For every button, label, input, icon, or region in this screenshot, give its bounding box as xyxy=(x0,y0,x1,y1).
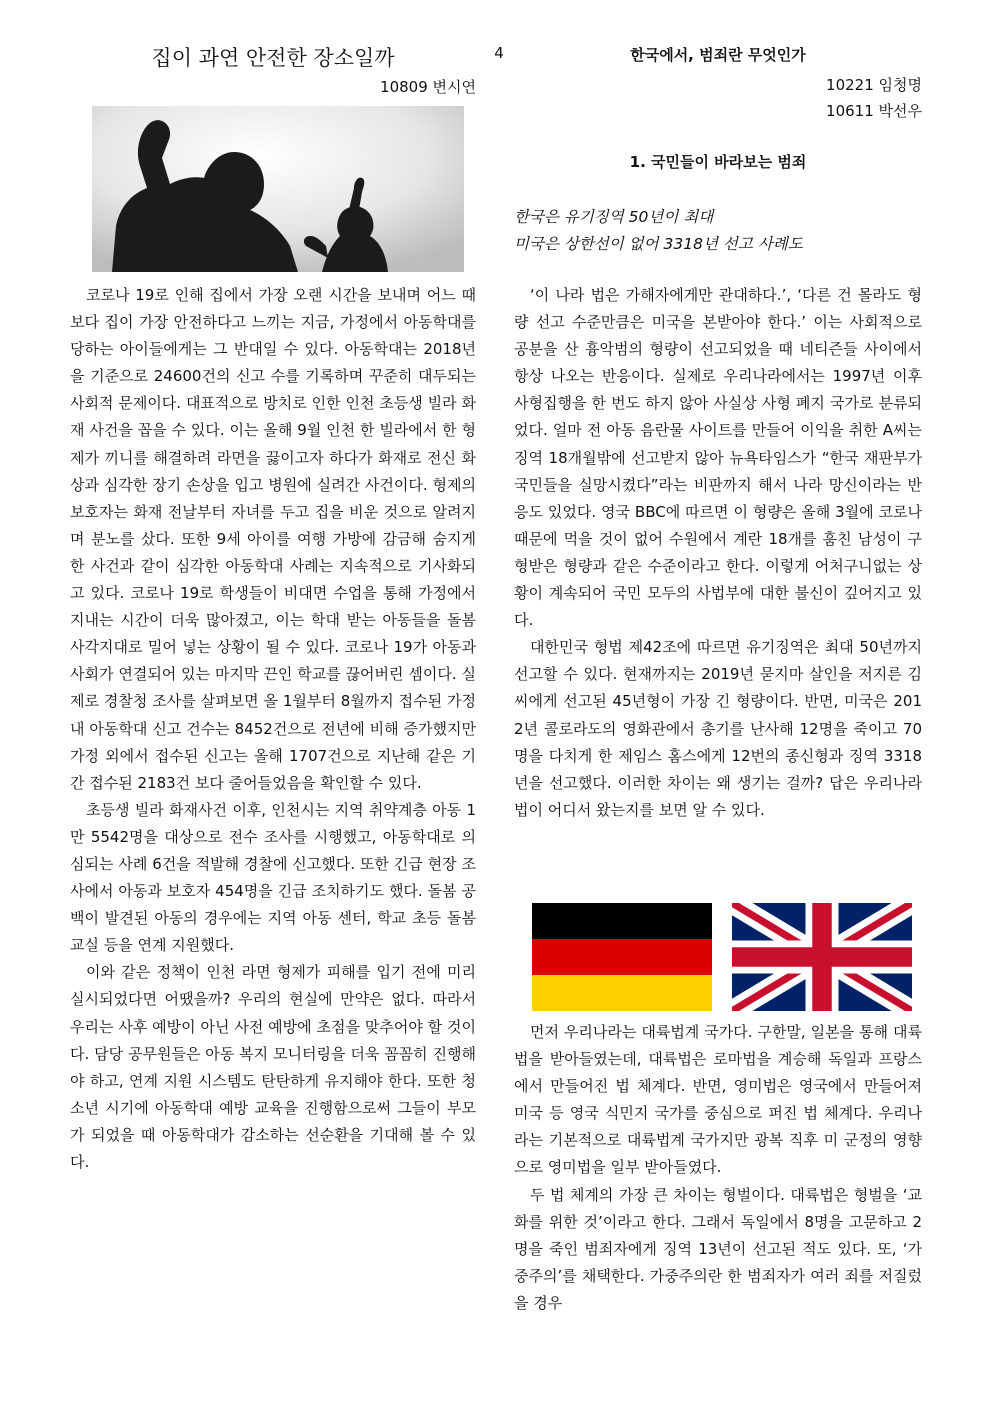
right-paragraph-2: 대한민국 형법 제42조에 따르면 유기징역은 최대 50년까지 선고할 수 있다. 현재까지는 2019년 묻지마 살인을 저지른 김씨에게 선고된 45년형이 가장 긴 형량이다. 반면, 미국은 2012년 콜로라도의 영화관에서 총기를 난사해 12명을 죽이고 70명을 다치게 한 제임스 홈스에게 12번의 종신형과 징역 3318년을 선고했다. 이러한 차이는 왜 생기는 걸까? 답은 우리나라 법이 어디서 왔는지를 보면 알 수 있다. xyxy=(514,638,922,819)
united-kingdom-flag-image xyxy=(732,903,912,1011)
right-article-title: 한국에서, 범죄란 무엇인가 xyxy=(630,46,806,64)
right-article-body-bottom xyxy=(514,1019,922,1317)
left-article-author: 10809 변시연 xyxy=(380,78,476,96)
germany-flag-image xyxy=(532,903,712,1011)
subtitle-1: 한국은 유기징역 50년이 최대 xyxy=(514,208,714,226)
right-paragraph-1: ‘이 나라 법은 가해자에게만 관대하다.’, ‘다른 건 몰라도 형량 선고 수준만큼은 미국을 본받아야 한다.’ 이는 사회적으로 공분을 산 흉악범의 형량이 선고되었을 때 네티즌들 사이에서 항상 나오는 반응이다. 실제로 우리나라에서는 1997년 이후 사형집행을 한 번도 하지 않아 사실상 사형 폐지 국가로 분류되었다. 얼마 전 아동 음란물 사이트를 만들어 이익을 취한 A씨는 징역 18개월밖에 선고받지 않아 뉴욕타임스가 “한국 재판부가 국민들을 실망시켰다”라는 비판까지 해서 나라 망신이라는 반응도 있었다. 영국 BBC에 따르면 이 형량은 올해 3월에 코로나 때문에 먹을 것이 없어 수원에서 계란 18개를 훔친 남성이 구형받은 형량과 같은 수준이라고 한다. 이렇게 어처구니없는 상황이 계속되어 국민 모두의 사법부에 대한 불신이 깊어지고 있다. xyxy=(514,286,922,630)
subtitle-2: 미국은 상한선이 없어 3318년 선고 사례도 xyxy=(514,235,803,253)
section-heading: 1. 국민들이 바라보는 범죄 xyxy=(629,153,807,171)
left-paragraph-3: 이와 같은 정책이 인천 라면 형제가 피해를 입기 전에 미리 실시되었다면 어땠을까? 우리의 현실에 만약은 없다. 따라서 우리는 사후 예방이 아닌 사전 예방에 초점을 맞추어야 할 것이다. 담당 공무원들은 아동 복지 모니터링을 더욱 꼼꼼히 진행해야 하고, 연계 지원 시스템도 탄탄하게 유지해야 한다. 또한 청소년 시기에 아동학대 예방 교육을 진행함으로써 그들이 부모가 되었을 때 아동학대가 감소하는 선순환을 기대해 볼 수 있다. xyxy=(70,963,476,1171)
right-paragraph-3: 먼저 우리나라는 대륙법계 국가다. 구한말, 일본을 통해 대륙법을 받아들였는데, 대륙법은 로마법을 계승해 독일과 프랑스에서 만들어진 법 체계다. 반면, 영미법은 영국에서 만들어져 미국 등 영국 식민지 국가를 중심으로 퍼진 법 체계다. 우리나라는 기본적으로 대륙법계 국가지만 광복 직후 미 군정의 영향으로 영미법을 일부 받아들였다. xyxy=(514,1023,922,1177)
right-article-body-top xyxy=(514,282,922,824)
left-paragraph-1: 코로나 19로 인해 집에서 가장 오랜 시간을 보내며 어느 때보다 집이 가장 안전하다고 느끼는 지금, 가정에서 아동학대를 당하는 아이들에게는 그 반대일 수 있다. 아동학대는 2018년을 기준으로 24600건의 신고 수를 기록하며 꾸준히 대두되는 사회적 문제이다. 대표적으로 방치로 인한 인천 초등생 빌라 화재 사건을 꼽을 수 있다. 이는 올해 9월 인천 한 빌라에서 한 형제가 끼니를 해결하려 라면을 끓이고자 하다가 화재로 전신 화상과 심각한 장기 손상을 입고 병원에 실려간 사건이다. 형제의 보호자는 화재 전날부터 자녀를 두고 집을 비운 것으로 알려지며 분노를 샀다. 또한 9세 아이를 여행 가방에 감금해 숨지게 한 사건과 같이 심각한 아동학대 사례는 지속적으로 기사화되고 있다. 코로나 19로 학생들이 비대면 수업을 통해 가정에서 지내는 시간이 더욱 많아졌고, 이는 학대 받는 아동들을 돌봄 사각지대로 밀어 넣는 상황이 될 수 있다. 코로나 19가 아동과 사회가 연결되어 있는 마지막 끈인 학교를 끊어버린 셈이다. 실제로 경찰청 조사를 살펴보면 올 1월부터 8월까지 접수된 가정 내 아동학대 신고 건수는 8452건으로 전년에 비해 증가했지만 가정 외에서 접수된 신고는 올해 1707건으로 지난해 같은 기간 접수된 2183건 보다 줄어들었음을 확인할 수 있다. xyxy=(70,286,476,792)
left-paragraph-2: 초등생 빌라 화재사건 이후, 인천시는 지역 취약계층 아동 1만 5542명을 대상으로 전수 조사를 시행했고, 아동학대로 의심되는 사례 6건을 적발해 경찰에 신고했다. 또한 긴급 현장 조사에서 아동과 보호자 454명을 긴급 조치하기도 했다. 돌봄 공백이 발견된 아동의 경우에는 지역 아동 센터, 학교 초등 돌봄 교실 등을 연계 지원했다. xyxy=(70,800,476,955)
right-paragraph-4: 두 법 체계의 가장 큰 차이는 형벌이다. 대륙법은 형벌을 ‘교화를 위한 것’이라고 한다. 그래서 독일에서 8명을 고문하고 2명을 죽인 범죄자에게 징역 13년이 선고된 적도 있다. 또, ‘가중주의’를 채택한다. 가중주의란 한 범죄자가 여러 죄를 저질렀을 경우 xyxy=(514,1185,922,1312)
left-article-body xyxy=(70,282,476,1176)
parent-child-silhouette-image xyxy=(92,106,464,272)
left-article-title: 집이 과연 안전한 장소일까 xyxy=(151,46,395,70)
page-number: 4 xyxy=(494,44,504,62)
right-article-author-2: 10611 박선우 xyxy=(826,102,922,120)
right-article-author-1: 10221 임청명 xyxy=(826,76,922,94)
